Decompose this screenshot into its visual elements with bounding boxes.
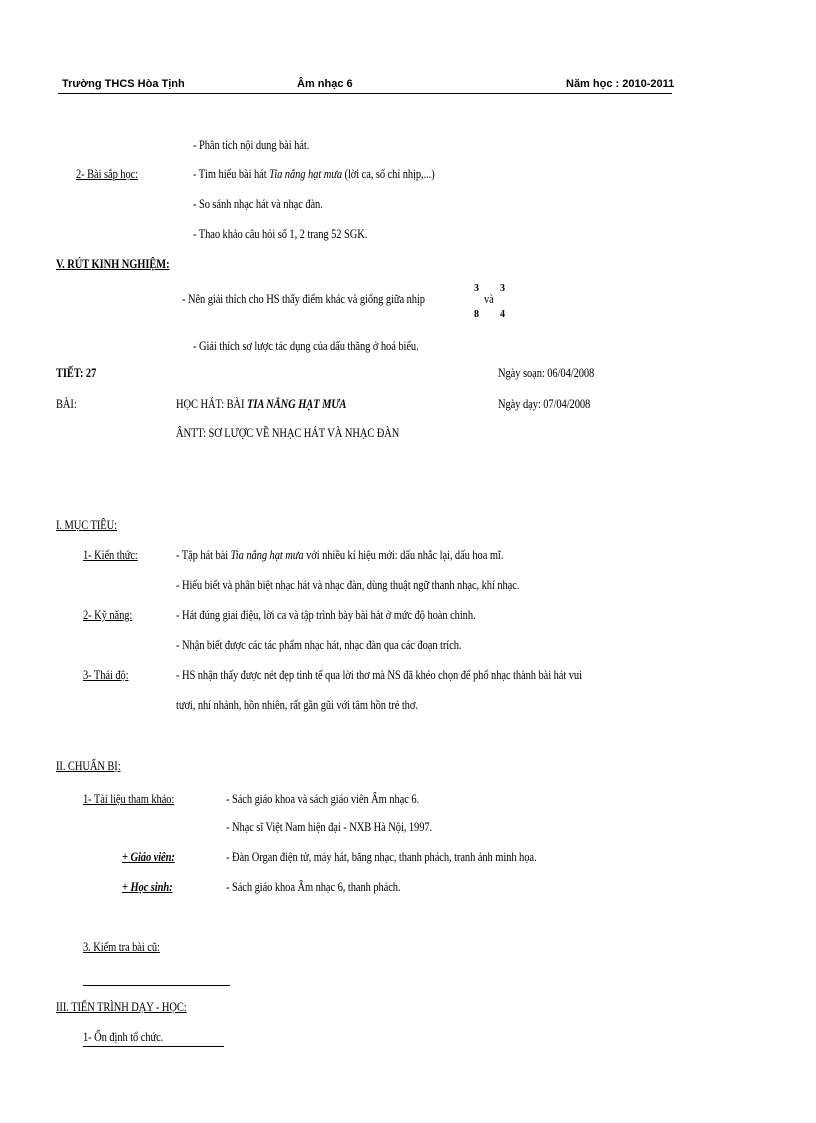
subject-name: Âm nhạc 6 bbox=[297, 78, 353, 90]
teacher-materials: - Đàn Organ điện tử, máy hát, băng nhạc, thanh phách, tranh ảnh minh họa. bbox=[226, 850, 537, 864]
time-sig-1-bottom: 8 bbox=[474, 309, 479, 320]
student-label: + Học sinh: bbox=[122, 880, 173, 894]
school-year: Năm học : 2010-2011 bbox=[566, 78, 675, 90]
prep-line-3: - Thao khảo câu hỏi số 1, 2 trang 52 SGK. bbox=[193, 227, 368, 241]
prep-date: Ngày soạn: 06/04/2008 bbox=[498, 366, 595, 380]
time-sig-2-bottom: 4 bbox=[500, 309, 505, 320]
lesson-period: TIẾT: 27 bbox=[56, 366, 97, 380]
reference-1: - Sách giáo khoa và sách giáo viên Âm nhạc 6. bbox=[226, 792, 420, 806]
prep-line-2: - So sánh nhạc hát và nhạc đàn. bbox=[193, 197, 323, 211]
skills-line-1: - Hát đúng giai điệu, lời ca và tập trình bày bài hát ở mức độ hoàn chỉnh. bbox=[176, 608, 476, 622]
check-old-lesson: 3. Kiểm tra bài cũ: bbox=[83, 940, 160, 954]
prep-heading: 2- Bài sắp học: bbox=[76, 167, 139, 181]
lesson-title: HỌC HÁT: BÀI TIA NẮNG HẠT MƯA bbox=[176, 397, 347, 411]
time-sig-1-top: 3 bbox=[474, 283, 479, 294]
attitude-line-2: tươi, nhí nhảnh, hồn nhiên, rất gần gũi với tâm hồn trẻ thơ. bbox=[176, 698, 418, 712]
knowledge-line-2: - Hiểu biết và phân biệt nhạc hát và nhạc đàn, dùng thuật ngữ thanh nhạc, khí nhạc. bbox=[176, 578, 520, 592]
teacher-label: + Giáo viên: bbox=[122, 850, 175, 864]
knowledge-line-1: - Tập hát bài Tia nắng hạt mưa với nhiều kí hiệu mới: dấu nhắc lại, dấu hoa mĩ. bbox=[176, 548, 504, 562]
skills-line-2: - Nhận biết được các tác phẩm nhạc hát, nhạc đàn qua các đoạn trích. bbox=[176, 638, 462, 652]
skills-label: 2- Kỹ năng: bbox=[83, 608, 133, 622]
experience-and: và bbox=[484, 292, 494, 306]
header-divider bbox=[58, 93, 672, 94]
knowledge-label: 1- Kiến thức: bbox=[83, 548, 138, 562]
process-step-1: 1- Ổn định tổ chức. bbox=[83, 1030, 164, 1044]
preparation-heading: II. CHUẨN BỊ: bbox=[56, 759, 121, 773]
experience-line-1: - Nên giải thích cho HS thấy điểm khác và giống giữa nhịp bbox=[182, 292, 425, 306]
process-heading: III. TIẾN TRÌNH DẠY - HỌC: bbox=[56, 1000, 187, 1014]
references-label: 1- Tài liệu tham khảo: bbox=[83, 792, 175, 806]
experience-line-2: - Giải thích sơ lược tác dụng của dấu thăng ở hoá biểu. bbox=[193, 339, 419, 353]
lesson-subtitle: ÂNTT: SƠ LƯỢC VỀ NHẠC HÁT VÀ NHẠC ĐÀN bbox=[176, 426, 400, 440]
prep-line-1: - Tìm hiểu bài hát Tia nắng hạt mưa (lời ca, số chỉ nhịp,...) bbox=[193, 167, 435, 181]
blank-line bbox=[83, 985, 230, 986]
experience-heading: V. RÚT KINH NGHIỆM: bbox=[56, 257, 170, 271]
prep-line-0: - Phân tích nội dung bài hát. bbox=[193, 138, 310, 152]
student-materials: - Sách giáo khoa Âm nhạc 6, thanh phách. bbox=[226, 880, 401, 894]
reference-2: - Nhạc sĩ Việt Nam hiện đại - NXB Hà Nội, 1997. bbox=[226, 820, 433, 834]
school-name: Trường THCS Hòa Tịnh bbox=[62, 78, 185, 90]
attitude-line-1: - HS nhận thấy được nét đẹp tinh tế qua lời thơ mà NS đã khéo chọn để phổ nhạc thành bài hát vui bbox=[176, 668, 582, 682]
teach-date: Ngày dạy: 07/04/2008 bbox=[498, 397, 591, 411]
bai-label: BÀI: bbox=[56, 397, 77, 411]
time-sig-2-top: 3 bbox=[500, 283, 505, 294]
attitude-label: 3- Thái độ: bbox=[83, 668, 129, 682]
objectives-heading: I. MỤC TIÊU: bbox=[56, 518, 117, 532]
step-underline bbox=[83, 1046, 224, 1047]
